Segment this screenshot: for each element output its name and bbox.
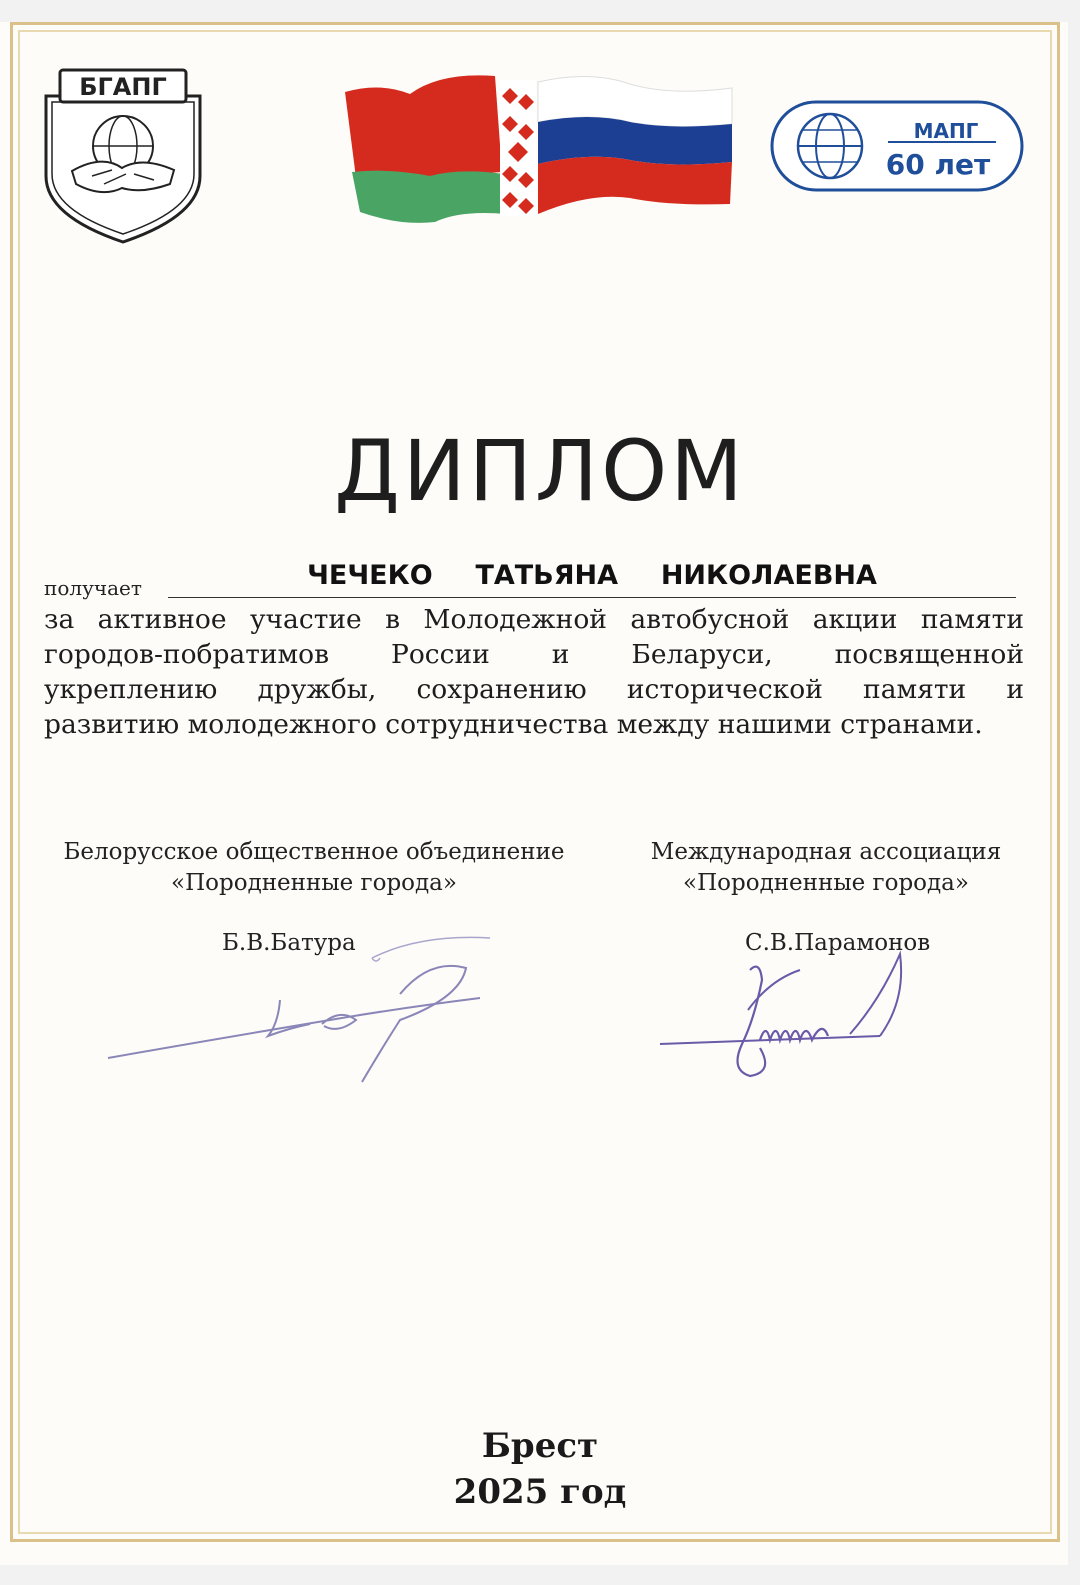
mapg-60-years-logo xyxy=(770,100,1024,192)
reason-line-2: городов-побратимов России и Беларуси, посвященной xyxy=(44,639,1024,670)
left-organization xyxy=(44,837,584,899)
right-signatory-name: С.В.Парамонов xyxy=(745,930,931,956)
right-handwritten-signature xyxy=(650,940,930,1090)
recipient-label: получает xyxy=(44,576,142,600)
award-reason xyxy=(44,602,1024,742)
left-org-line2: «Породненные города» xyxy=(171,870,457,896)
recipient-name: ЧЕЧЕКО ТАТЬЯНА НИКОЛАЕВНА xyxy=(307,560,877,591)
bgapg-emblem-logo xyxy=(42,66,204,244)
decorative-frame-inner xyxy=(18,30,1052,1534)
year: 2025 год xyxy=(453,1472,627,1512)
right-org-line2: «Породненные города» xyxy=(683,870,969,896)
reason-line-4: развитию молодежного сотрудничества между нашими странами. xyxy=(44,709,983,740)
recipient-underline xyxy=(168,597,1016,598)
right-org-line1: Международная ассоциация xyxy=(650,839,1002,865)
left-handwritten-signature xyxy=(100,928,500,1088)
mapg-abbr: МАПГ xyxy=(913,119,979,143)
emblem-text: БГАПГ xyxy=(79,73,167,101)
right-organization xyxy=(630,837,1022,899)
mapg-years: 60 лет xyxy=(885,148,991,181)
reason-line-3: укреплению дружбы, сохранению исторической памяти и xyxy=(44,674,1024,705)
reason-line-1: за активное участие в Молодежной автобусной акции памяти xyxy=(44,604,1024,635)
city: Брест xyxy=(481,1426,599,1466)
left-org-line1: Белорусское общественное объединение xyxy=(63,839,565,865)
belarus-russia-flags xyxy=(340,64,740,224)
diploma-title: ДИПЛОМ xyxy=(334,422,746,520)
left-signatory-name: Б.В.Батура xyxy=(222,930,356,956)
